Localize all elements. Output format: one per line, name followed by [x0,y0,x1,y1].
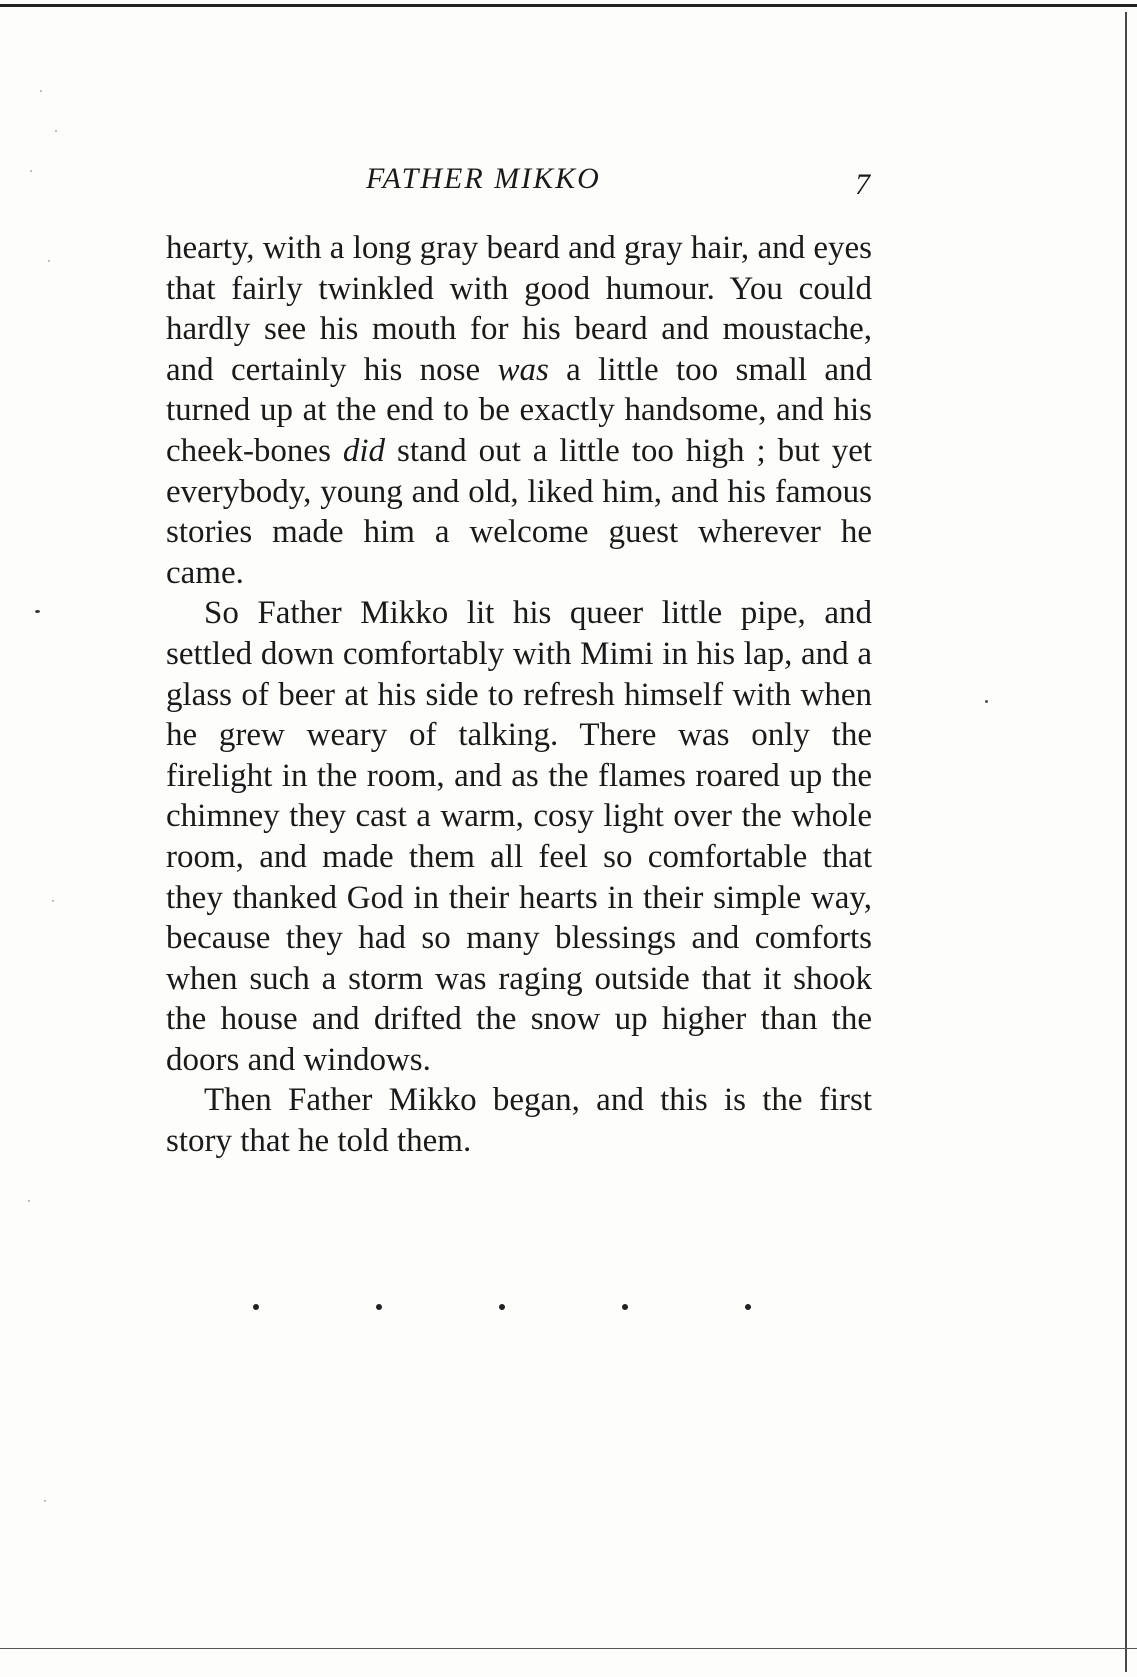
paragraph-1-part-3: stand out a little too high ; but yet everybody, young and old, liked him, and his famous stories made him a welcome guest wherever he came. [166,432,873,591]
top-edge-rule [0,4,1137,7]
ornament-dot [253,1304,259,1310]
running-head: FATHER MIKKO [366,162,601,195]
ornament-dot [499,1304,505,1310]
paragraph-2: So Father Mikko lit his queer little pipe, and settled down comfortably with Mimi in his lap, and a glass of beer at his side to refresh himself with when he grew weary of talking. There was only the firelight in the room, and as the flames roared up the chimney they cast a warm, cosy light over the whole room, and made them all feel so comfortable that they thanked God in their hearts in their simple way, because they had so many blessings and comforts when such a storm was raging outside that it shook the house and drifted the snow up higher than the doors and windows. [166,595,872,1078]
section-break-ornament [166,1298,872,1318]
scan-speck [55,130,57,132]
scan-speck [30,170,32,172]
ornament-dot [622,1304,628,1310]
paragraph-1 [166,228,872,593]
emphasis-did: did [342,432,386,469]
ornament-dot [745,1304,751,1310]
right-page-edge [1125,12,1127,1672]
bottom-edge-rule [0,1648,1137,1649]
scan-speck [48,260,50,262]
body-text [166,228,872,1162]
scan-speck [40,90,42,92]
scan-speck [44,1500,46,1502]
paragraph-1-part-1: hearty, with a long gray beard and gray hair, and eyes that fairly twinkled with good humour. You could hardly see his mouth for his beard and moustache, and certainly his nose [166,230,872,388]
scan-speck [52,900,54,902]
ornament-dot [376,1304,382,1310]
scan-speck [985,700,988,703]
scan-speck [35,610,40,613]
emphasis-was: was [497,351,549,388]
page-number: 7 [855,168,870,201]
page-header [166,158,876,208]
paragraph-1-part-2: a little too small and turned up at the end to be exactly handsome, and his cheek-bones [166,351,872,469]
scan-speck [28,1200,30,1202]
paragraph-3: Then Father Mikko began, and this is the first story that he told them. [166,1082,872,1160]
